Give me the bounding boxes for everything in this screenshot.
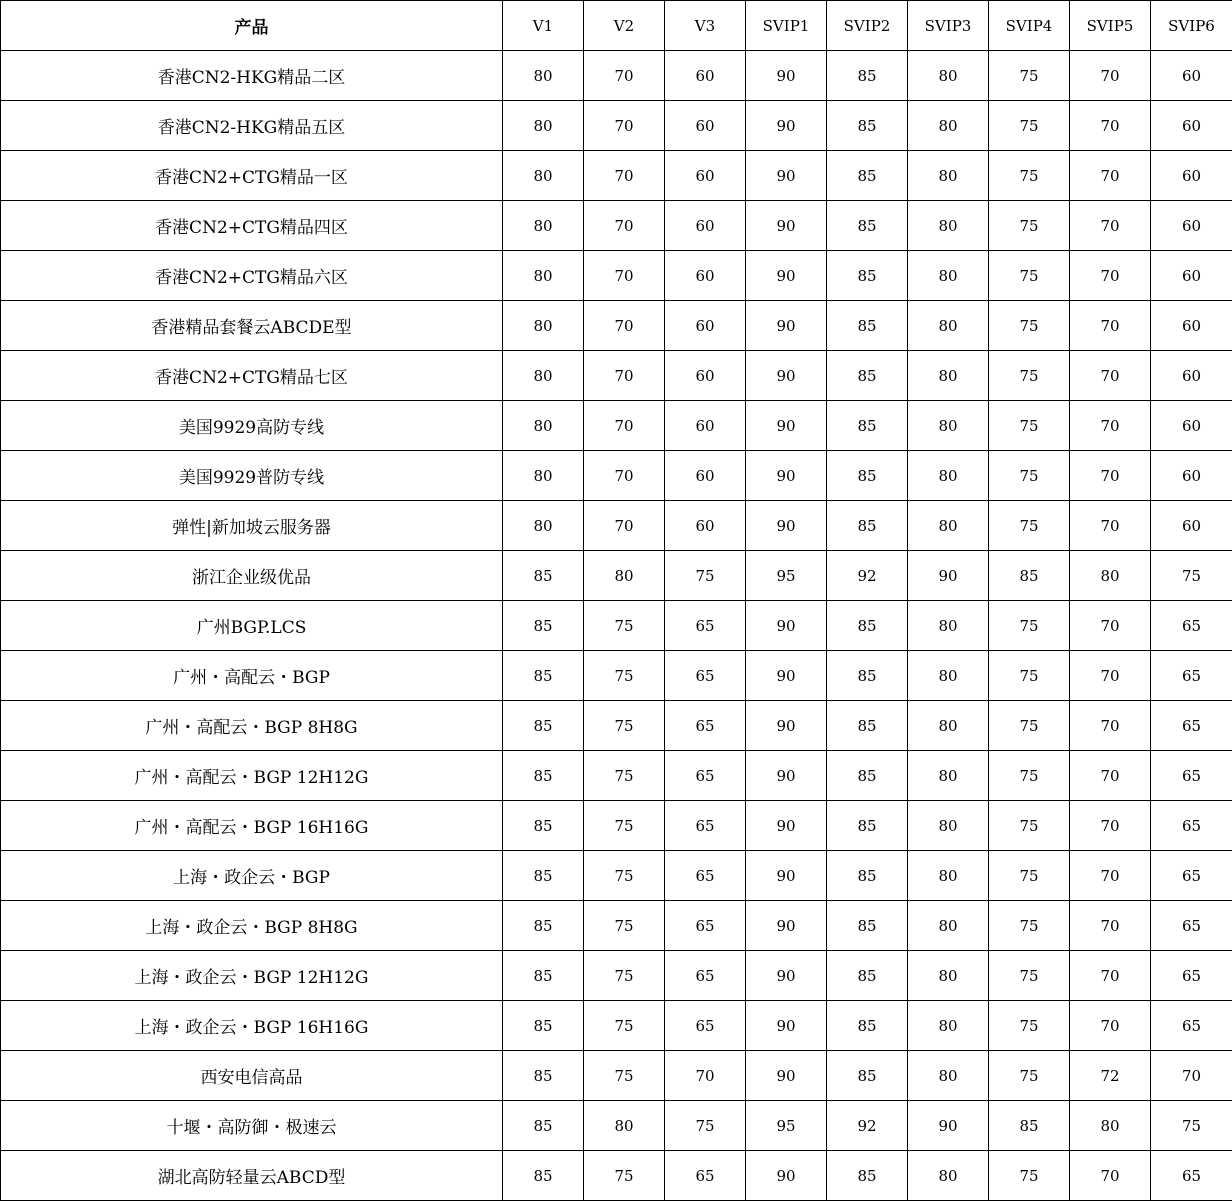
discount-cell: 60 bbox=[1151, 51, 1232, 101]
product-name-cell: 香港CN2+CTG精品四区 bbox=[1, 201, 503, 251]
table-row bbox=[1, 1151, 1232, 1201]
discount-cell: 70 bbox=[584, 51, 665, 101]
discount-cell: 90 bbox=[746, 151, 827, 201]
discount-cell: 90 bbox=[746, 751, 827, 801]
discount-cell: 75 bbox=[989, 601, 1070, 651]
discount-cell: 75 bbox=[584, 901, 665, 951]
discount-cell: 85 bbox=[503, 551, 584, 601]
discount-cell: 70 bbox=[1070, 1151, 1151, 1201]
discount-cell: 90 bbox=[746, 251, 827, 301]
discount-cell: 65 bbox=[1151, 1151, 1232, 1201]
discount-cell: 60 bbox=[1151, 201, 1232, 251]
discount-cell: 80 bbox=[908, 251, 989, 301]
discount-cell: 80 bbox=[503, 501, 584, 551]
table-row bbox=[1, 351, 1232, 401]
header-v1: V1 bbox=[503, 1, 584, 51]
product-name-cell: 香港精品套餐云ABCDE型 bbox=[1, 301, 503, 351]
discount-cell: 85 bbox=[827, 451, 908, 501]
table-row bbox=[1, 151, 1232, 201]
header-v2: V2 bbox=[584, 1, 665, 51]
table-row bbox=[1, 851, 1232, 901]
discount-cell: 60 bbox=[1151, 401, 1232, 451]
header-svip2: SVIP2 bbox=[827, 1, 908, 51]
discount-cell: 85 bbox=[503, 1101, 584, 1151]
discount-cell: 85 bbox=[503, 1001, 584, 1051]
discount-cell: 80 bbox=[908, 351, 989, 401]
header-v3: V3 bbox=[665, 1, 746, 51]
discount-cell: 95 bbox=[746, 1101, 827, 1151]
discount-cell: 70 bbox=[1070, 751, 1151, 801]
discount-cell: 65 bbox=[665, 601, 746, 651]
discount-cell: 70 bbox=[1070, 651, 1151, 701]
discount-cell: 80 bbox=[503, 51, 584, 101]
discount-cell: 75 bbox=[989, 51, 1070, 101]
table-row bbox=[1, 51, 1232, 101]
discount-cell: 75 bbox=[584, 1151, 665, 1201]
discount-cell: 70 bbox=[584, 351, 665, 401]
discount-cell: 60 bbox=[665, 101, 746, 151]
discount-cell: 60 bbox=[665, 251, 746, 301]
product-name-cell: 美国9929高防专线 bbox=[1, 401, 503, 451]
discount-cell: 80 bbox=[503, 451, 584, 501]
table-row bbox=[1, 251, 1232, 301]
discount-cell: 75 bbox=[584, 1001, 665, 1051]
discount-cell: 65 bbox=[1151, 851, 1232, 901]
product-name-cell: 广州・高配云・BGP 8H8G bbox=[1, 701, 503, 751]
discount-cell: 70 bbox=[1070, 351, 1151, 401]
discount-cell: 85 bbox=[989, 1101, 1070, 1151]
discount-cell: 70 bbox=[665, 1051, 746, 1101]
discount-cell: 80 bbox=[908, 901, 989, 951]
discount-cell: 72 bbox=[1070, 1051, 1151, 1101]
discount-cell: 85 bbox=[989, 551, 1070, 601]
discount-cell: 90 bbox=[746, 101, 827, 151]
discount-cell: 80 bbox=[908, 651, 989, 701]
product-name-cell: 香港CN2+CTG精品七区 bbox=[1, 351, 503, 401]
discount-cell: 65 bbox=[1151, 801, 1232, 851]
discount-cell: 60 bbox=[665, 301, 746, 351]
discount-cell: 75 bbox=[584, 851, 665, 901]
discount-cell: 70 bbox=[1070, 51, 1151, 101]
header-svip1: SVIP1 bbox=[746, 1, 827, 51]
discount-cell: 75 bbox=[584, 701, 665, 751]
discount-cell: 60 bbox=[1151, 451, 1232, 501]
discount-cell: 80 bbox=[584, 1101, 665, 1151]
discount-cell: 80 bbox=[503, 251, 584, 301]
discount-cell: 85 bbox=[503, 901, 584, 951]
discount-cell: 65 bbox=[665, 951, 746, 1001]
product-name-cell: 美国9929普防专线 bbox=[1, 451, 503, 501]
discount-cell: 80 bbox=[908, 401, 989, 451]
discount-cell: 65 bbox=[1151, 751, 1232, 801]
discount-cell: 85 bbox=[503, 1051, 584, 1101]
discount-cell: 75 bbox=[989, 501, 1070, 551]
discount-cell: 80 bbox=[503, 201, 584, 251]
discount-cell: 90 bbox=[746, 601, 827, 651]
discount-cell: 65 bbox=[1151, 901, 1232, 951]
discount-cell: 60 bbox=[665, 501, 746, 551]
discount-cell: 60 bbox=[1151, 501, 1232, 551]
table-row bbox=[1, 901, 1232, 951]
discount-cell: 90 bbox=[746, 51, 827, 101]
product-name-cell: 上海・政企云・BGP bbox=[1, 851, 503, 901]
discount-cell: 90 bbox=[746, 301, 827, 351]
discount-cell: 65 bbox=[665, 751, 746, 801]
discount-cell: 90 bbox=[746, 1151, 827, 1201]
discount-cell: 90 bbox=[746, 801, 827, 851]
discount-cell: 65 bbox=[1151, 651, 1232, 701]
discount-cell: 75 bbox=[989, 851, 1070, 901]
discount-cell: 75 bbox=[989, 801, 1070, 851]
discount-cell: 75 bbox=[989, 101, 1070, 151]
discount-cell: 70 bbox=[584, 501, 665, 551]
product-name-cell: 上海・政企云・BGP 16H16G bbox=[1, 1001, 503, 1051]
discount-cell: 70 bbox=[1070, 401, 1151, 451]
discount-cell: 85 bbox=[827, 51, 908, 101]
discount-cell: 80 bbox=[908, 751, 989, 801]
discount-cell: 85 bbox=[827, 151, 908, 201]
header-svip6: SVIP6 bbox=[1151, 1, 1232, 51]
discount-cell: 90 bbox=[746, 201, 827, 251]
header-row bbox=[1, 1, 1232, 51]
discount-cell: 80 bbox=[908, 201, 989, 251]
discount-cell: 85 bbox=[503, 751, 584, 801]
discount-cell: 90 bbox=[746, 851, 827, 901]
discount-cell: 85 bbox=[503, 851, 584, 901]
discount-cell: 85 bbox=[503, 701, 584, 751]
discount-cell: 85 bbox=[503, 801, 584, 851]
discount-cell: 85 bbox=[827, 251, 908, 301]
discount-cell: 70 bbox=[1151, 1051, 1232, 1101]
discount-cell: 80 bbox=[908, 301, 989, 351]
table-row bbox=[1, 601, 1232, 651]
discount-cell: 90 bbox=[746, 401, 827, 451]
discount-cell: 70 bbox=[1070, 951, 1151, 1001]
discount-cell: 75 bbox=[989, 651, 1070, 701]
table-row bbox=[1, 801, 1232, 851]
discount-cell: 80 bbox=[1070, 1101, 1151, 1151]
discount-cell: 75 bbox=[1151, 1101, 1232, 1151]
discount-cell: 75 bbox=[584, 1051, 665, 1101]
table-row bbox=[1, 401, 1232, 451]
discount-cell: 90 bbox=[746, 501, 827, 551]
discount-cell: 85 bbox=[827, 1051, 908, 1101]
table-row bbox=[1, 551, 1232, 601]
discount-cell: 65 bbox=[665, 901, 746, 951]
discount-cell: 70 bbox=[1070, 601, 1151, 651]
discount-cell: 85 bbox=[503, 951, 584, 1001]
discount-cell: 90 bbox=[746, 701, 827, 751]
discount-cell: 80 bbox=[908, 451, 989, 501]
discount-cell: 85 bbox=[827, 901, 908, 951]
table-row bbox=[1, 701, 1232, 751]
product-name-cell: 上海・政企云・BGP 12H12G bbox=[1, 951, 503, 1001]
discount-cell: 90 bbox=[746, 901, 827, 951]
discount-cell: 75 bbox=[584, 951, 665, 1001]
discount-cell: 70 bbox=[1070, 151, 1151, 201]
product-name-cell: 广州・高配云・BGP 12H12G bbox=[1, 751, 503, 801]
table-row bbox=[1, 951, 1232, 1001]
product-name-cell: 弹性|新加坡云服务器 bbox=[1, 501, 503, 551]
product-name-cell: 香港CN2-HKG精品五区 bbox=[1, 101, 503, 151]
discount-cell: 92 bbox=[827, 551, 908, 601]
product-name-cell: 广州・高配云・BGP bbox=[1, 651, 503, 701]
discount-cell: 80 bbox=[503, 351, 584, 401]
discount-cell: 90 bbox=[746, 651, 827, 701]
discount-cell: 60 bbox=[665, 201, 746, 251]
discount-cell: 70 bbox=[1070, 1001, 1151, 1051]
discount-cell: 95 bbox=[746, 551, 827, 601]
discount-cell: 75 bbox=[989, 751, 1070, 801]
discount-cell: 85 bbox=[827, 1001, 908, 1051]
table-row bbox=[1, 751, 1232, 801]
discount-cell: 80 bbox=[908, 101, 989, 151]
discount-cell: 75 bbox=[665, 551, 746, 601]
discount-cell: 85 bbox=[827, 851, 908, 901]
discount-cell: 90 bbox=[746, 951, 827, 1001]
table-body bbox=[1, 51, 1232, 1201]
discount-cell: 85 bbox=[827, 401, 908, 451]
table-row bbox=[1, 1051, 1232, 1101]
discount-cell: 85 bbox=[827, 601, 908, 651]
discount-cell: 75 bbox=[989, 151, 1070, 201]
table-row bbox=[1, 1001, 1232, 1051]
discount-cell: 75 bbox=[989, 401, 1070, 451]
discount-cell: 75 bbox=[584, 751, 665, 801]
discount-cell: 85 bbox=[827, 801, 908, 851]
discount-cell: 85 bbox=[827, 201, 908, 251]
discount-cell: 65 bbox=[665, 1001, 746, 1051]
discount-cell: 92 bbox=[827, 1101, 908, 1151]
discount-cell: 75 bbox=[989, 1001, 1070, 1051]
discount-cell: 85 bbox=[827, 701, 908, 751]
discount-cell: 70 bbox=[584, 101, 665, 151]
discount-cell: 70 bbox=[584, 151, 665, 201]
discount-cell: 80 bbox=[908, 51, 989, 101]
discount-cell: 70 bbox=[1070, 451, 1151, 501]
discount-cell: 70 bbox=[1070, 701, 1151, 751]
discount-cell: 60 bbox=[665, 451, 746, 501]
discount-cell: 60 bbox=[1151, 301, 1232, 351]
product-name-cell: 十堰・高防御・极速云 bbox=[1, 1101, 503, 1151]
discount-cell: 90 bbox=[746, 1051, 827, 1101]
discount-cell: 85 bbox=[503, 601, 584, 651]
discount-cell: 65 bbox=[1151, 601, 1232, 651]
table-row bbox=[1, 451, 1232, 501]
discount-cell: 60 bbox=[1151, 151, 1232, 201]
table-row bbox=[1, 101, 1232, 151]
discount-cell: 65 bbox=[665, 801, 746, 851]
discount-cell: 80 bbox=[908, 1001, 989, 1051]
discount-cell: 65 bbox=[665, 1151, 746, 1201]
discount-cell: 70 bbox=[1070, 101, 1151, 151]
discount-cell: 75 bbox=[584, 601, 665, 651]
discount-cell: 85 bbox=[503, 651, 584, 701]
discount-cell: 70 bbox=[584, 201, 665, 251]
discount-cell: 60 bbox=[1151, 251, 1232, 301]
product-name-cell: 西安电信高品 bbox=[1, 1051, 503, 1101]
discount-cell: 75 bbox=[1151, 551, 1232, 601]
discount-cell: 75 bbox=[989, 701, 1070, 751]
discount-cell: 60 bbox=[665, 401, 746, 451]
discount-cell: 90 bbox=[746, 351, 827, 401]
discount-cell: 60 bbox=[665, 351, 746, 401]
discount-cell: 75 bbox=[989, 451, 1070, 501]
discount-cell: 75 bbox=[989, 1151, 1070, 1201]
discount-cell: 80 bbox=[908, 801, 989, 851]
discount-cell: 75 bbox=[584, 651, 665, 701]
discount-cell: 60 bbox=[1151, 351, 1232, 401]
discount-cell: 70 bbox=[1070, 851, 1151, 901]
table-row bbox=[1, 301, 1232, 351]
discount-cell: 65 bbox=[1151, 1001, 1232, 1051]
discount-cell: 90 bbox=[746, 451, 827, 501]
discount-cell: 60 bbox=[1151, 101, 1232, 151]
discount-cell: 90 bbox=[908, 551, 989, 601]
discount-cell: 80 bbox=[908, 1051, 989, 1101]
product-name-cell: 广州BGP.LCS bbox=[1, 601, 503, 651]
discount-cell: 80 bbox=[908, 501, 989, 551]
discount-cell: 85 bbox=[827, 751, 908, 801]
discount-cell: 80 bbox=[908, 701, 989, 751]
discount-cell: 85 bbox=[503, 1151, 584, 1201]
discount-cell: 85 bbox=[827, 301, 908, 351]
discount-cell: 80 bbox=[908, 1151, 989, 1201]
discount-cell: 75 bbox=[665, 1101, 746, 1151]
product-name-cell: 香港CN2-HKG精品二区 bbox=[1, 51, 503, 101]
header-svip5: SVIP5 bbox=[1070, 1, 1151, 51]
discount-cell: 80 bbox=[908, 151, 989, 201]
discount-cell: 70 bbox=[1070, 501, 1151, 551]
header-svip4: SVIP4 bbox=[989, 1, 1070, 51]
table-row bbox=[1, 651, 1232, 701]
discount-cell: 75 bbox=[989, 951, 1070, 1001]
discount-cell: 80 bbox=[503, 151, 584, 201]
discount-cell: 85 bbox=[827, 351, 908, 401]
discount-cell: 80 bbox=[584, 551, 665, 601]
product-name-cell: 湖北高防轻量云ABCD型 bbox=[1, 1151, 503, 1201]
discount-cell: 90 bbox=[908, 1101, 989, 1151]
discount-cell: 80 bbox=[908, 851, 989, 901]
discount-cell: 65 bbox=[665, 651, 746, 701]
discount-cell: 75 bbox=[989, 351, 1070, 401]
discount-cell: 75 bbox=[989, 1051, 1070, 1101]
discount-cell: 85 bbox=[827, 501, 908, 551]
discount-cell: 70 bbox=[1070, 251, 1151, 301]
discount-cell: 85 bbox=[827, 1151, 908, 1201]
discount-cell: 70 bbox=[1070, 301, 1151, 351]
discount-cell: 65 bbox=[665, 851, 746, 901]
discount-cell: 85 bbox=[827, 101, 908, 151]
discount-cell: 75 bbox=[989, 301, 1070, 351]
discount-cell: 70 bbox=[584, 301, 665, 351]
discount-cell: 80 bbox=[1070, 551, 1151, 601]
discount-cell: 70 bbox=[1070, 801, 1151, 851]
discount-cell: 65 bbox=[1151, 701, 1232, 751]
discount-cell: 75 bbox=[989, 251, 1070, 301]
discount-cell: 90 bbox=[746, 1001, 827, 1051]
product-name-cell: 香港CN2+CTG精品六区 bbox=[1, 251, 503, 301]
discount-cell: 80 bbox=[503, 401, 584, 451]
discount-cell: 80 bbox=[908, 601, 989, 651]
product-name-cell: 浙江企业级优品 bbox=[1, 551, 503, 601]
discount-cell: 75 bbox=[584, 801, 665, 851]
header-product: 产品 bbox=[1, 1, 503, 51]
discount-cell: 65 bbox=[1151, 951, 1232, 1001]
product-name-cell: 上海・政企云・BGP 8H8G bbox=[1, 901, 503, 951]
table-row bbox=[1, 201, 1232, 251]
discount-cell: 70 bbox=[1070, 901, 1151, 951]
discount-cell: 65 bbox=[665, 701, 746, 751]
discount-cell: 60 bbox=[665, 151, 746, 201]
header-svip3: SVIP3 bbox=[908, 1, 989, 51]
table-row bbox=[1, 501, 1232, 551]
discount-cell: 70 bbox=[584, 251, 665, 301]
discount-cell: 85 bbox=[827, 951, 908, 1001]
discount-cell: 70 bbox=[1070, 201, 1151, 251]
product-name-cell: 香港CN2+CTG精品一区 bbox=[1, 151, 503, 201]
discount-cell: 85 bbox=[827, 651, 908, 701]
table-row bbox=[1, 1101, 1232, 1151]
discount-cell: 60 bbox=[665, 51, 746, 101]
discount-cell: 75 bbox=[989, 901, 1070, 951]
discount-cell: 70 bbox=[584, 451, 665, 501]
discount-cell: 75 bbox=[989, 201, 1070, 251]
discount-cell: 80 bbox=[908, 951, 989, 1001]
discount-cell: 70 bbox=[584, 401, 665, 451]
discount-cell: 80 bbox=[503, 301, 584, 351]
product-name-cell: 广州・高配云・BGP 16H16G bbox=[1, 801, 503, 851]
discount-cell: 80 bbox=[503, 101, 584, 151]
